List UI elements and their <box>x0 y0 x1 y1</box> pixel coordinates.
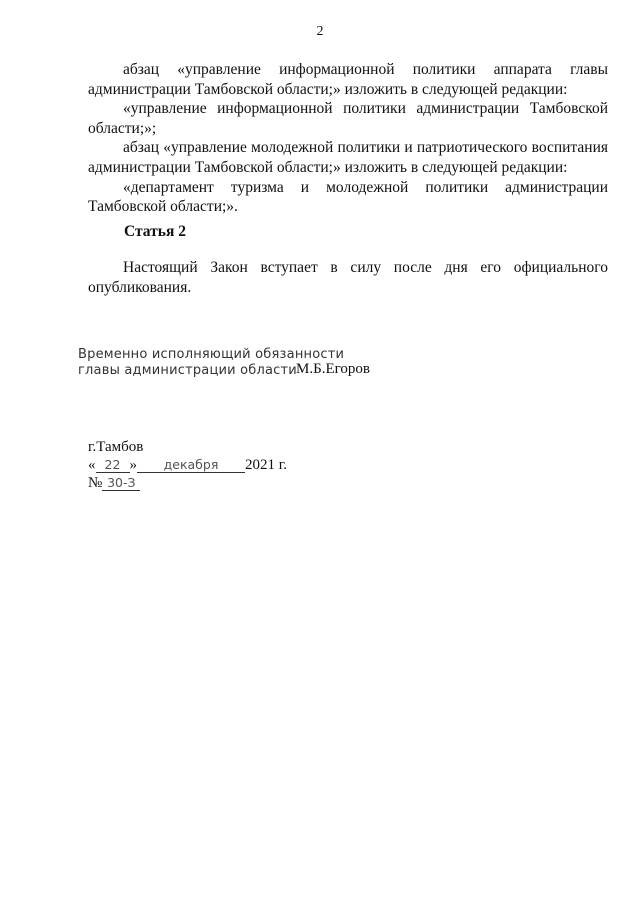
amendment-text <box>88 60 608 217</box>
signature-title-line-1: Временно исполняющий обязанности <box>78 347 345 362</box>
date-year: 2021 г. <box>245 457 287 473</box>
number-prefix: № <box>88 475 103 491</box>
date-open-quote: « <box>88 457 96 473</box>
signature-title-line-2: главы администрации области <box>78 363 297 378</box>
number-line <box>88 474 287 492</box>
final-provision <box>88 258 608 297</box>
place-date-number <box>88 438 287 492</box>
paragraph-3: абзац «управление молодежной политики и патриотического воспитания администрации Тамбовской области;» изложить в следующей редакции: <box>88 139 608 176</box>
date-close-quote: » <box>129 457 137 473</box>
paragraph-4: «департамент туризма и молодежной политики администрации Тамбовской области;». <box>88 178 608 216</box>
place: г.Тамбов <box>88 439 144 455</box>
article-heading: Статья 2 <box>124 223 186 240</box>
paragraph-1: абзац «управление информационной политики аппарата главы администрации Тамбовской области;» изложить в следующей редакции: <box>88 61 608 98</box>
date-line <box>88 456 287 474</box>
date-month: декабря <box>137 458 245 473</box>
signatory-name: М.Б.Егоров <box>296 361 370 377</box>
paragraph-effective: Настоящий Закон вступает в силу после дня его официального опубликования. <box>88 259 608 296</box>
date-day: 22 <box>96 458 130 473</box>
paragraph-2: «управление информационной политики администрации Тамбовской области;»; <box>88 100 608 137</box>
page-number: 2 <box>316 24 324 39</box>
law-number: 30-З <box>102 476 140 491</box>
